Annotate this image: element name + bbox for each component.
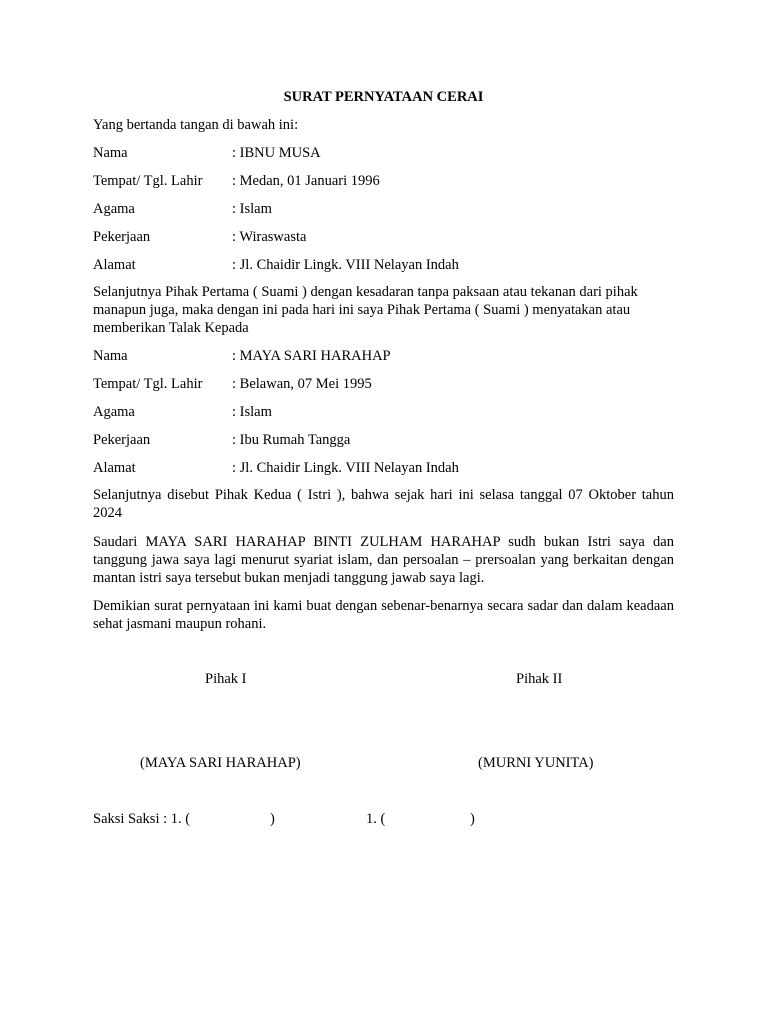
party2-birth-label: Tempat/ Tgl. Lahir [93,376,203,392]
document-title: SURAT PERNYATAAN CERAI [283,89,484,105]
party1-job-label: Pekerjaan [93,229,151,245]
party2-address-value: : Jl. Chaidir Lingk. VIII Nelayan Indah [232,460,459,476]
paragraph-demikian: Demikian surat pernyataan ini kami buat dengan sebenar-benarnya secara sadar dan dalam keadaan sehat jasmani maupun rohani. [93,598,674,633]
party1-name-value: : IBNU MUSA [232,145,321,161]
pihak1-name: (MAYA SARI HARAHAP) [140,755,301,771]
witness2-close: ) [470,811,475,827]
witness-label: Saksi Saksi : 1. ( [93,811,191,827]
pihak2-label: Pihak II [516,671,563,687]
party1-address-label: Alamat [93,257,136,273]
paragraph-pihak-kedua: Selanjutnya disebut Pihak Kedua ( Istri ), bahwa sejak hari ini selasa tanggal 07 Oktober tahun 2024 [93,487,674,522]
party1-address-value: : Jl. Chaidir Lingk. VIII Nelayan Indah [232,257,459,273]
intro-text: Yang bertanda tangan di bawah ini: [93,117,299,133]
party1-name-label: Nama [93,145,128,161]
party1-job-value: : Wiraswasta [232,229,307,245]
party2-job-value: : Ibu Rumah Tangga [232,432,351,448]
party2-religion-label: Agama [93,404,135,420]
paragraph-saudari: Saudari MAYA SARI HARAHAP BINTI ZULHAM HARAHAP sudh bukan Istri saya dan tanggung jawa saya lagi menurut syariat islam, dan persoalan – prersoalan yang berkaitan dengan mantan istri saya tersebut bukan menjadi tanggung jawab saya lagi. [93,534,674,587]
party1-birth-value: : Medan, 01 Januari 1996 [232,173,380,189]
party2-job-label: Pekerjaan [93,432,151,448]
pihak2-name: (MURNI YUNITA) [478,755,594,771]
party2-name-label: Nama [93,348,128,364]
party1-religion-value: : Islam [232,201,272,217]
party2-address-label: Alamat [93,460,136,476]
party1-birth-label: Tempat/ Tgl. Lahir [93,173,203,189]
party2-birth-value: : Belawan, 07 Mei 1995 [232,376,372,392]
witness1-close: ) [270,811,275,827]
paragraph-talak: Selanjutnya Pihak Pertama ( Suami ) dengan kesadaran tanpa paksaan atau tekanan dari pihak manapun juga, maka dengan ini pada hari ini saya Pihak Pertama ( Suami ) menyatakan atau memberikan Talak Kepada [93,284,638,337]
witness2-open: 1. ( [366,811,386,827]
pihak1-label: Pihak I [205,671,247,687]
party2-religion-value: : Islam [232,404,272,420]
party2-name-value: : MAYA SARI HARAHAP [232,348,391,364]
party1-religion-label: Agama [93,201,135,217]
